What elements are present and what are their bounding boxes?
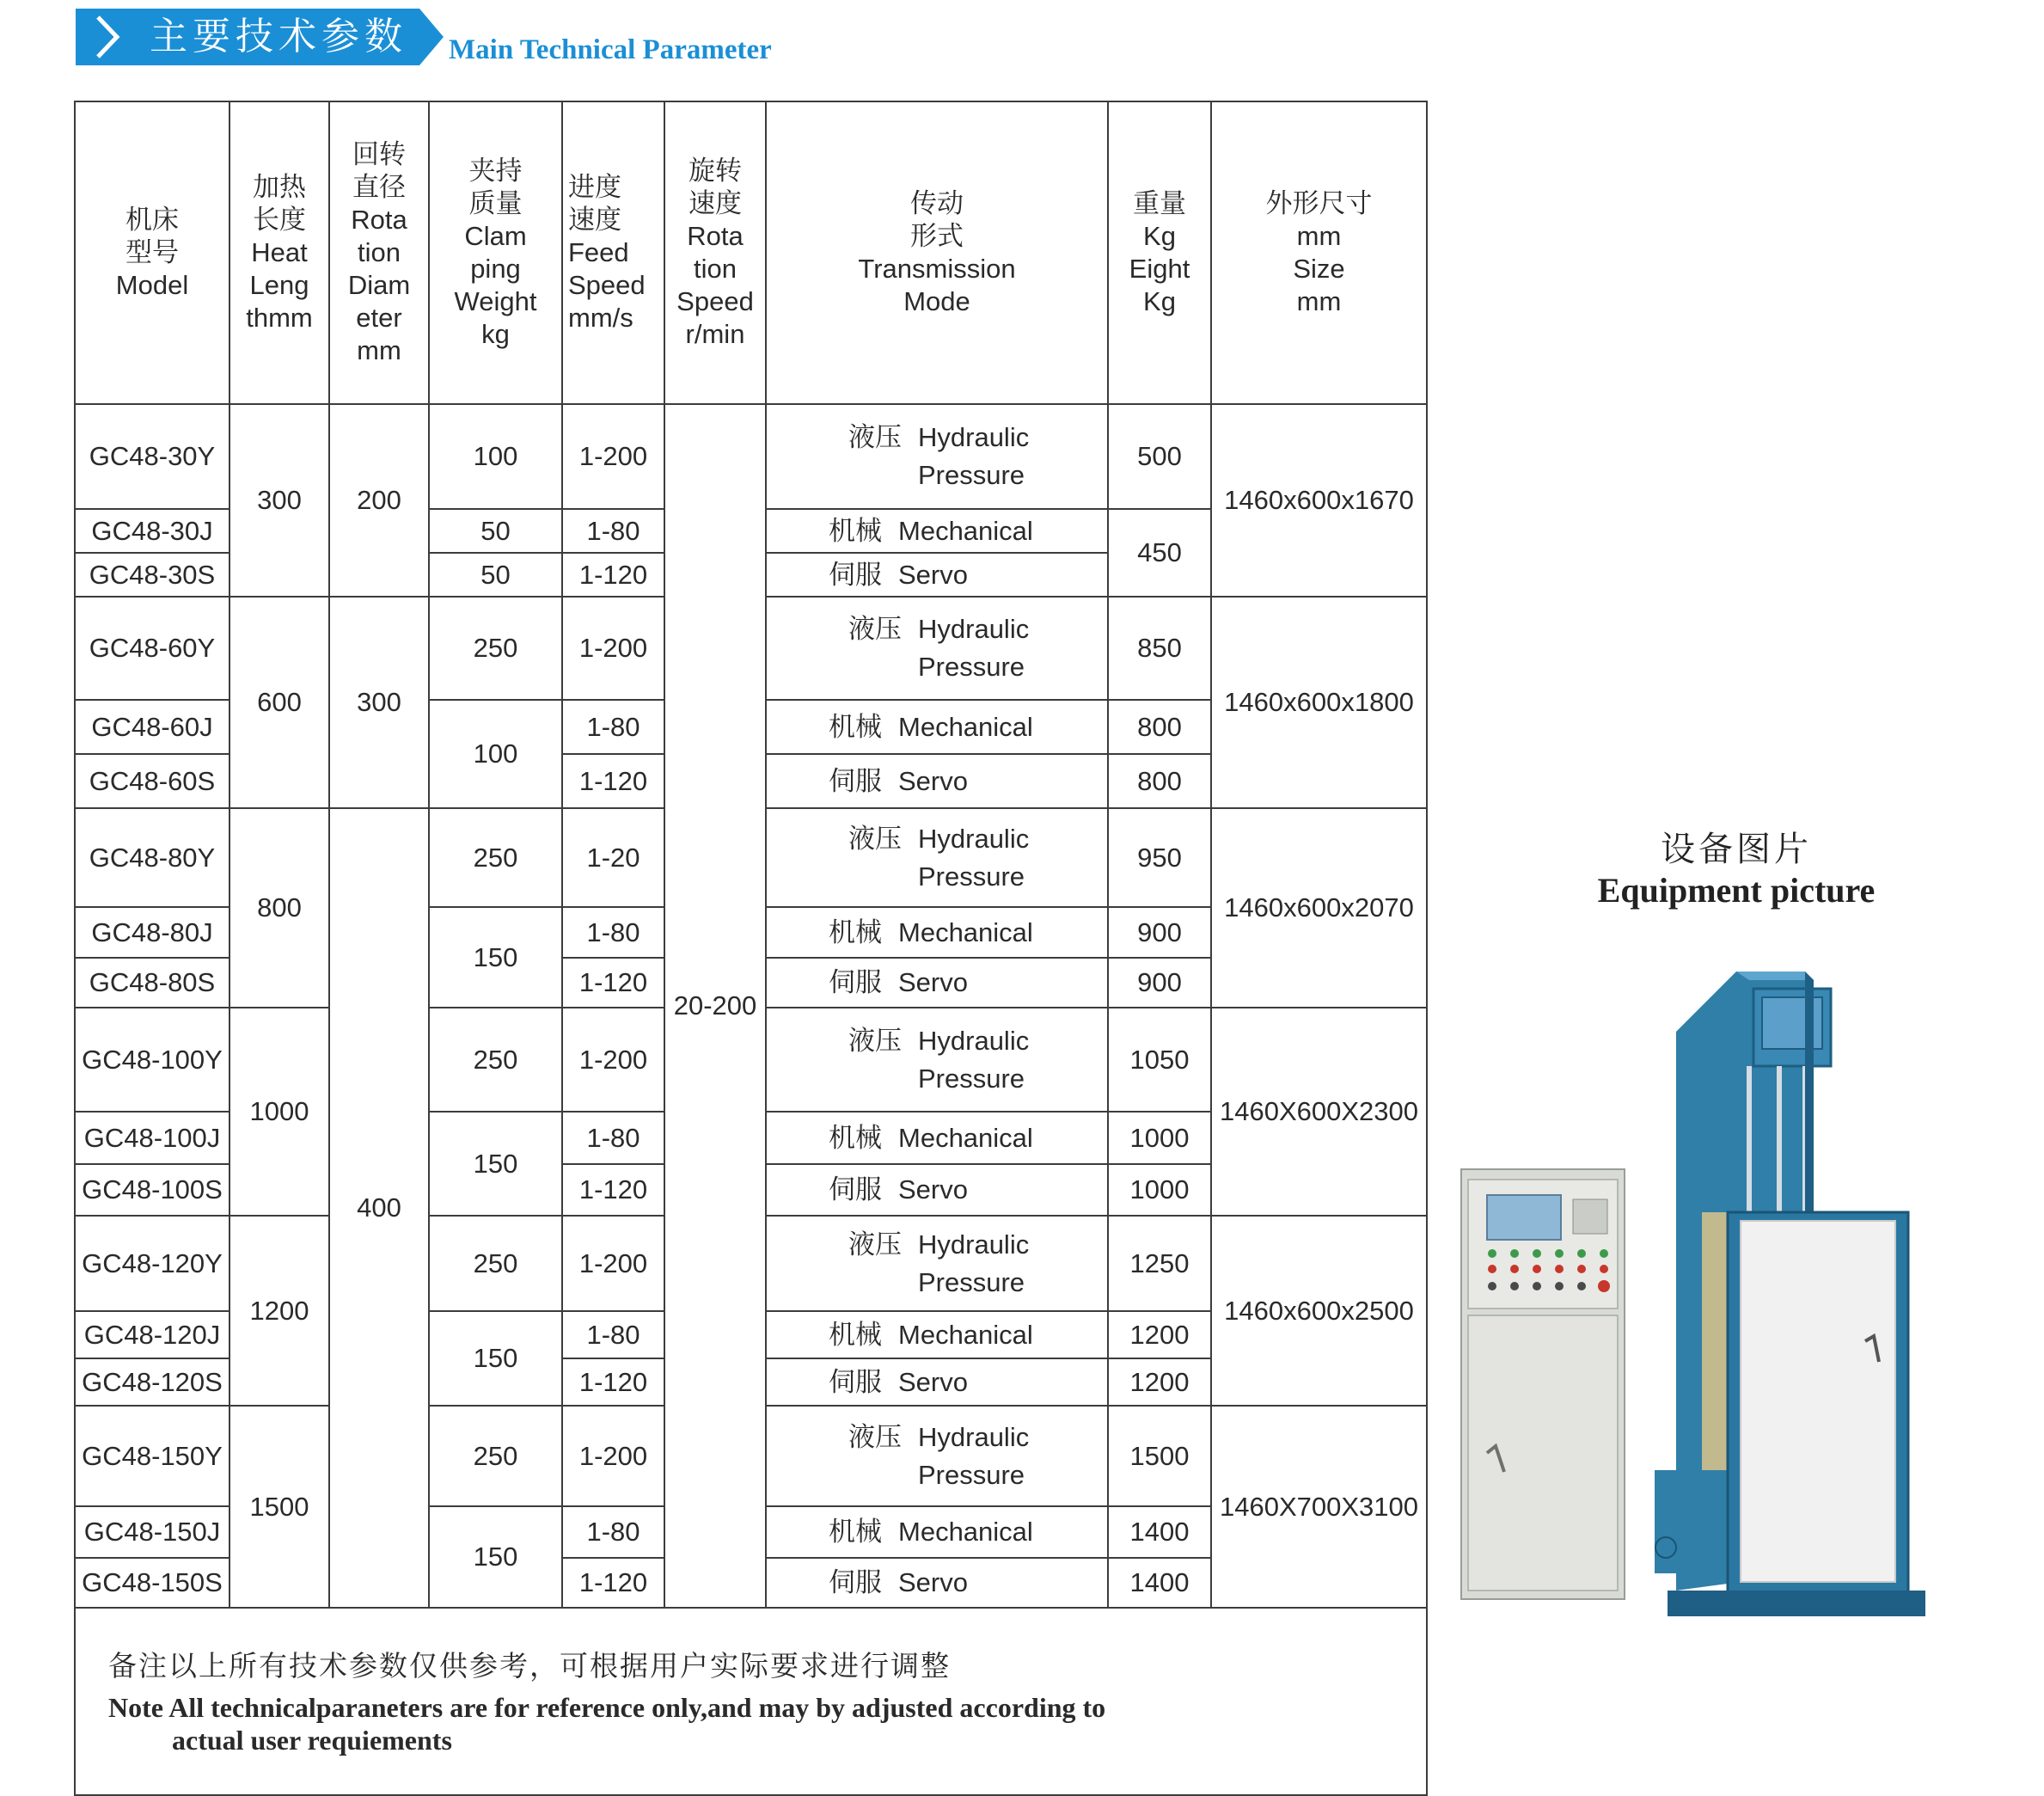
transmission-cell: 伺服 Servo [766, 553, 1108, 597]
transmission-cell: 机械 Mechanical [766, 907, 1108, 958]
feed-speed-cell: 1-80 [562, 907, 664, 958]
model-cell: GC48-80Y [75, 808, 229, 907]
size-cell: 1460x600x2070 [1211, 808, 1427, 1008]
size-cell: 1460x600x1670 [1211, 404, 1427, 597]
model-cell: GC48-30J [75, 509, 229, 553]
transmission-cell: 机械 Mechanical [766, 1112, 1108, 1164]
header-clamping-weight: 夹持 质量 Clam ping Weight kg [429, 101, 562, 404]
header-rotation-speed: 旋转 速度 Rota tion Speed r/min [664, 101, 766, 404]
feed-speed-cell: 1-120 [562, 958, 664, 1008]
weight-cell: 900 [1108, 907, 1211, 958]
weight-cell: 500 [1108, 404, 1211, 509]
transmission-cell: 机械 Mechanical [766, 700, 1108, 754]
clamping-weight-cell: 250 [429, 808, 562, 907]
heat-length-cell: 1000 [229, 1008, 329, 1216]
feed-speed-cell: 1-200 [562, 597, 664, 700]
weight-cell: 950 [1108, 808, 1211, 907]
feed-speed-cell: 1-120 [562, 1358, 664, 1406]
rotation-diameter-cell: 400 [329, 808, 429, 1608]
clamping-weight-cell: 150 [429, 1311, 562, 1406]
feed-speed-cell: 1-80 [562, 700, 664, 754]
feed-speed-cell: 1-80 [562, 1506, 664, 1558]
transmission-cell: 液压 Hydraulic Pressure [766, 1406, 1108, 1506]
model-cell: GC48-80J [75, 907, 229, 958]
feed-speed-cell: 1-120 [562, 1558, 664, 1608]
header-size: 外形尺寸 mm Size mm [1211, 101, 1427, 404]
weight-cell: 900 [1108, 958, 1211, 1008]
note-cn: 备注以上所有技术参数仅供参考，可根据用户实际要求进行调整 [108, 1649, 951, 1683]
rotation-diameter-cell: 200 [329, 404, 429, 597]
section-title-cn: 主要技术参数 [150, 15, 407, 58]
weight-cell: 1000 [1108, 1164, 1211, 1216]
transmission-cell: 液压 Hydraulic Pressure [766, 404, 1108, 509]
parameter-table-wrapper [74, 101, 1428, 1796]
clamping-weight-cell: 250 [429, 1008, 562, 1112]
header-model: 机床 型号 Model [75, 101, 229, 404]
rotation-speed-cell: 20-200 [664, 404, 766, 1608]
size-cell: 1460X700X3100 [1211, 1406, 1427, 1608]
model-cell: GC48-150S [75, 1558, 229, 1608]
note-row [75, 1608, 1427, 1795]
model-cell: GC48-60J [75, 700, 229, 754]
feed-speed-cell: 1-120 [562, 1164, 664, 1216]
clamping-weight-cell: 150 [429, 1506, 562, 1608]
transmission-cell: 机械 Mechanical [766, 1311, 1108, 1358]
header-feed-speed: 进度 速度 Feed Speed mm/s [562, 101, 664, 404]
table-row [75, 404, 1427, 509]
equipment-title-en: Equipment picture [1597, 871, 1876, 910]
header-weight: 重量 Kg Eight Kg [1108, 101, 1211, 404]
feed-speed-cell: 1-80 [562, 1112, 664, 1164]
note-en-line2: actual user requiements [172, 1725, 452, 1756]
model-cell: GC48-100Y [75, 1008, 229, 1112]
weight-cell: 800 [1108, 700, 1211, 754]
clamping-weight-cell: 150 [429, 1112, 562, 1216]
model-cell: GC48-100S [75, 1164, 229, 1216]
weight-cell: 1500 [1108, 1406, 1211, 1506]
weight-cell: 1200 [1108, 1358, 1211, 1406]
transmission-cell: 伺服 Servo [766, 1358, 1108, 1406]
model-cell: GC48-30Y [75, 404, 229, 509]
heat-length-cell: 800 [229, 808, 329, 1008]
transmission-cell: 机械 Mechanical [766, 509, 1108, 553]
model-cell: GC48-30S [75, 553, 229, 597]
rotation-diameter-cell: 300 [329, 597, 429, 808]
weight-cell: 1250 [1108, 1216, 1211, 1311]
model-cell: GC48-60S [75, 754, 229, 808]
weight-cell: 850 [1108, 597, 1211, 700]
machine-frame [1655, 972, 1925, 1616]
heat-length-cell: 1500 [229, 1406, 329, 1608]
feed-speed-cell: 1-200 [562, 1216, 664, 1311]
weight-cell: 800 [1108, 754, 1211, 808]
transmission-cell: 伺服 Servo [766, 1164, 1108, 1216]
transmission-cell: 机械 Mechanical [766, 1506, 1108, 1558]
equipment-picture-title [1564, 829, 1908, 911]
transmission-cell: 液压 Hydraulic Pressure [766, 597, 1108, 700]
weight-cell: 1400 [1108, 1506, 1211, 1558]
transmission-cell: 伺服 Servo [766, 754, 1108, 808]
note-cell [75, 1608, 1427, 1795]
clamping-weight-cell: 100 [429, 404, 562, 509]
weight-cell: 1200 [1108, 1311, 1211, 1358]
clamping-weight-cell: 50 [429, 509, 562, 553]
clamping-weight-cell: 100 [429, 700, 562, 808]
transmission-cell: 液压 Hydraulic Pressure [766, 808, 1108, 907]
weight-cell: 1000 [1108, 1112, 1211, 1164]
size-cell: 1460x600x2500 [1211, 1216, 1427, 1406]
heat-length-cell: 1200 [229, 1216, 329, 1406]
header-rotation-diameter: 回转 直径 Rota tion Diam eter mm [329, 101, 429, 404]
feed-speed-cell: 1-200 [562, 1406, 664, 1506]
equipment-picture [1453, 954, 1934, 1668]
clamping-weight-cell: 250 [429, 1406, 562, 1506]
model-cell: GC48-60Y [75, 597, 229, 700]
machine-door [1741, 1221, 1895, 1582]
header-heat-length: 加热 长度 Heat Leng thmm [229, 101, 329, 404]
clamping-weight-cell: 250 [429, 1216, 562, 1311]
section-banner [76, 9, 444, 65]
transmission-cell: 伺服 Servo [766, 1558, 1108, 1608]
weight-cell: 1400 [1108, 1558, 1211, 1608]
clamping-weight-cell: 150 [429, 907, 562, 1008]
heat-length-cell: 300 [229, 404, 329, 597]
model-cell: GC48-150Y [75, 1406, 229, 1506]
model-cell: GC48-120S [75, 1358, 229, 1406]
model-cell: GC48-80S [75, 958, 229, 1008]
clamping-weight-cell: 250 [429, 597, 562, 700]
clamping-weight-cell: 50 [429, 553, 562, 597]
model-cell: GC48-100J [75, 1112, 229, 1164]
size-cell: 1460X600X2300 [1211, 1008, 1427, 1216]
section-title-en: Main Technical Parameter [449, 34, 772, 65]
feed-speed-cell: 1-200 [562, 404, 664, 509]
feed-speed-cell: 1-80 [562, 1311, 664, 1358]
size-cell: 1460x600x1800 [1211, 597, 1427, 808]
model-cell: GC48-150J [75, 1506, 229, 1558]
feed-speed-cell: 1-80 [562, 509, 664, 553]
weight-cell: 1050 [1108, 1008, 1211, 1112]
heat-length-cell: 600 [229, 597, 329, 808]
feed-speed-cell: 1-20 [562, 808, 664, 907]
transmission-cell: 液压 Hydraulic Pressure [766, 1216, 1108, 1311]
transmission-cell: 液压 Hydraulic Pressure [766, 1008, 1108, 1112]
parameter-table [74, 101, 1428, 1796]
table-header-row [75, 101, 1427, 404]
feed-speed-cell: 1-120 [562, 553, 664, 597]
note-en-line1: Note All technicalparaneters are for reference only,and may by adjusted according to [108, 1692, 1106, 1723]
equipment-title-cn: 设备图片 [1661, 830, 1812, 869]
feed-speed-cell: 1-200 [562, 1008, 664, 1112]
control-cabinet [1461, 1169, 1625, 1599]
weight-cell: 450 [1108, 509, 1211, 597]
model-cell: GC48-120J [75, 1311, 229, 1358]
transmission-cell: 伺服 Servo [766, 958, 1108, 1008]
model-cell: GC48-120Y [75, 1216, 229, 1311]
feed-speed-cell: 1-120 [562, 754, 664, 808]
header-transmission: 传动 形式 Transmission Mode [766, 101, 1108, 404]
display-screen [1487, 1195, 1561, 1240]
